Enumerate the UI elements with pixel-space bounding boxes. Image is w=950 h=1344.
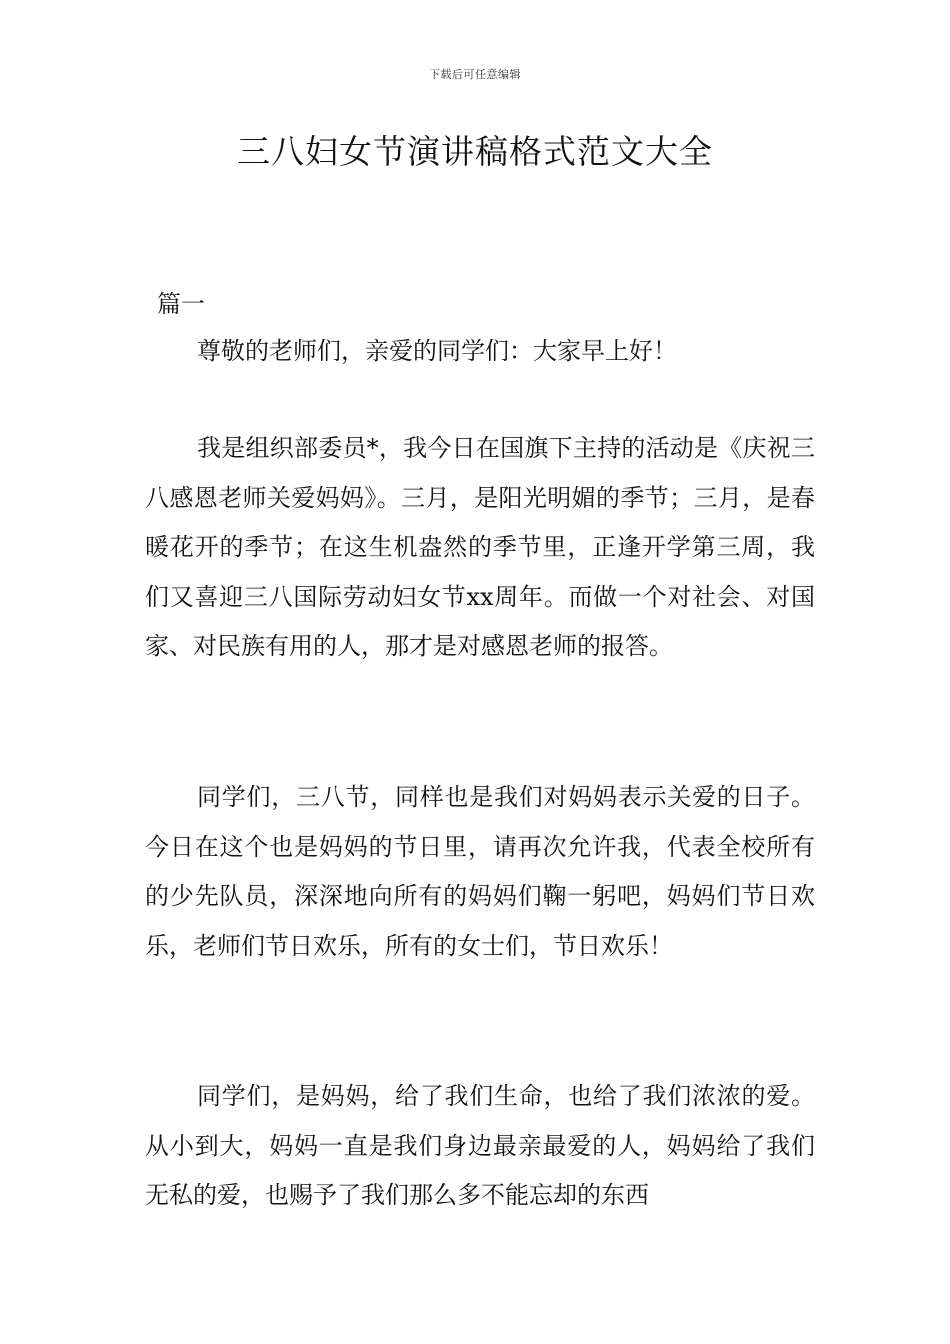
paragraph: 同学们，是妈妈，给了我们生命，也给了我们浓浓的爱。从小到大，妈妈一直是我们身边最亲最爱的人，妈妈给了我们无私的爱，也赐予了我们那么多不能忘却的东西 <box>145 1082 815 1209</box>
paragraph-greeting: 尊敬的老师们，亲爱的同学们：大家早上好！ <box>197 337 677 365</box>
paragraph: 同学们，三八节，同样也是我们对妈妈表示关爱的日子。今日在这个也是妈妈的节日里，请再次允许我，代表全校所有的少先队员，深深地向所有的妈妈们鞠一躬吧，妈妈们节日欢乐，老师们节日欢乐，所有的女士们，节日欢乐！ <box>145 783 815 960</box>
paragraph: 我是组织部委员*，我今日在国旗下主持的活动是《庆祝三八感恩老师关爱妈妈》。三月，是阳光明媚的季节；三月，是春暖花开的季节；在这生机盎然的季节里，正逢开学第三周，我们又喜迎三八国际劳动妇女节xx周年。而做一个对社会、对国家、对民族有用的人，那才是对感恩老师的报答。 <box>145 434 815 660</box>
page-title: 三八妇女节演讲稿格式范文大全 <box>237 132 713 171</box>
section-label: 篇一 <box>157 290 205 318</box>
header-note: 下载后可任意编辑 <box>429 68 521 81</box>
